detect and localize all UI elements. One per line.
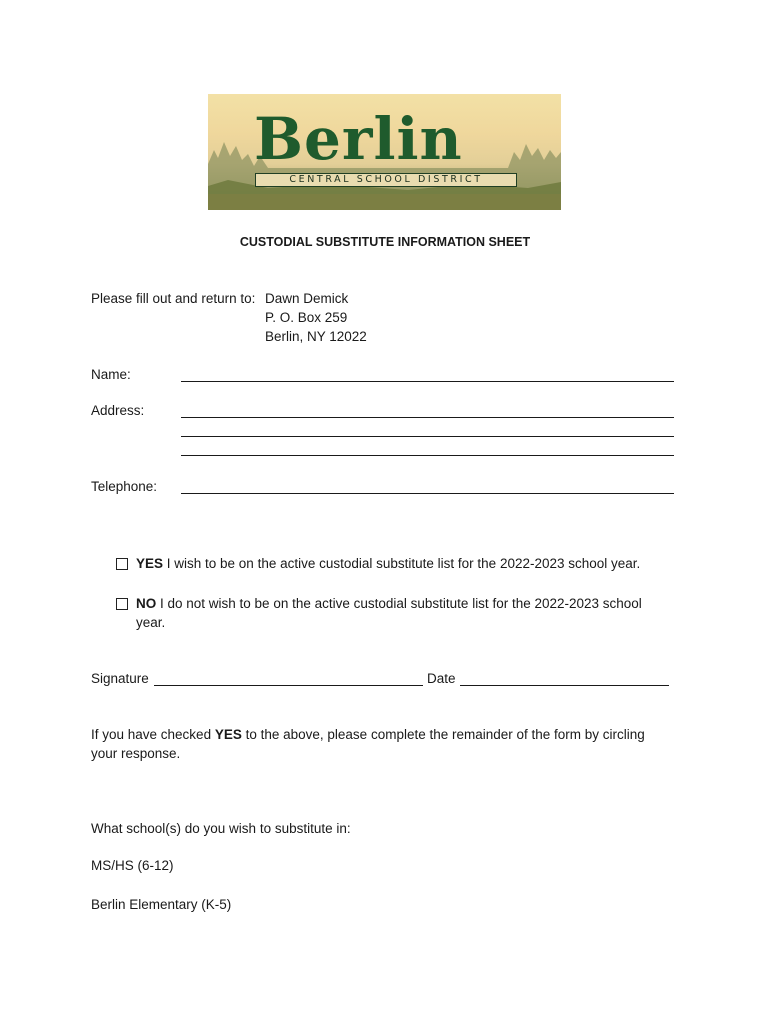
yes-checkbox[interactable] [116,558,128,570]
address-label: Address: [91,403,145,418]
school-option-mshs[interactable]: MS/HS (6-12) [91,858,174,873]
no-description-line2: year. [136,615,166,630]
yes-option-text [136,556,640,571]
return-label: Please fill out and return to: [91,291,256,306]
name-field-line[interactable] [181,381,674,382]
school-option-elementary[interactable]: Berlin Elementary (K-5) [91,897,232,912]
return-address-line1: P. O. Box 259 [265,310,348,325]
instructions-part1: If you have checked [91,727,215,742]
logo-subtitle-band [255,173,517,187]
instructions-line1 [91,727,645,742]
instructions-line2: your response. [91,746,181,761]
address-field-line-1[interactable] [181,417,674,418]
instructions-yes-word: YES [214,727,242,742]
no-word: NO [136,596,157,611]
schools-question: What school(s) do you wish to substitute in: [91,821,351,836]
telephone-label: Telephone: [91,479,158,494]
no-option-text [136,596,642,611]
no-checkbox[interactable] [116,598,128,610]
no-description-line1: I do not wish to be on the active custodial substitute list for the 2022-2023 school [156,596,642,611]
name-label: Name: [91,367,131,382]
signature-field-line[interactable] [154,685,423,686]
logo-subtitle: CENTRAL SCHOOL DISTRICT [289,174,483,185]
district-logo [208,94,561,210]
date-label: Date [427,671,456,686]
return-address-line2: Berlin, NY 12022 [265,329,367,344]
return-name: Dawn Demick [265,291,349,306]
yes-description: I wish to be on the active custodial substitute list for the 2022-2023 school year. [163,556,641,571]
signature-label: Signature [91,671,149,686]
address-field-line-2[interactable] [181,436,674,437]
address-field-line-3[interactable] [181,455,674,456]
telephone-field-line[interactable] [181,493,674,494]
instructions-part2: to the above, please complete the remainder of the form by circling [241,727,645,742]
date-field-line[interactable] [460,685,669,686]
logo-wordmark: Berlin [254,105,463,173]
yes-word: YES [136,556,164,571]
page-title: CUSTODIAL SUBSTITUTE INFORMATION SHEET [239,235,531,249]
